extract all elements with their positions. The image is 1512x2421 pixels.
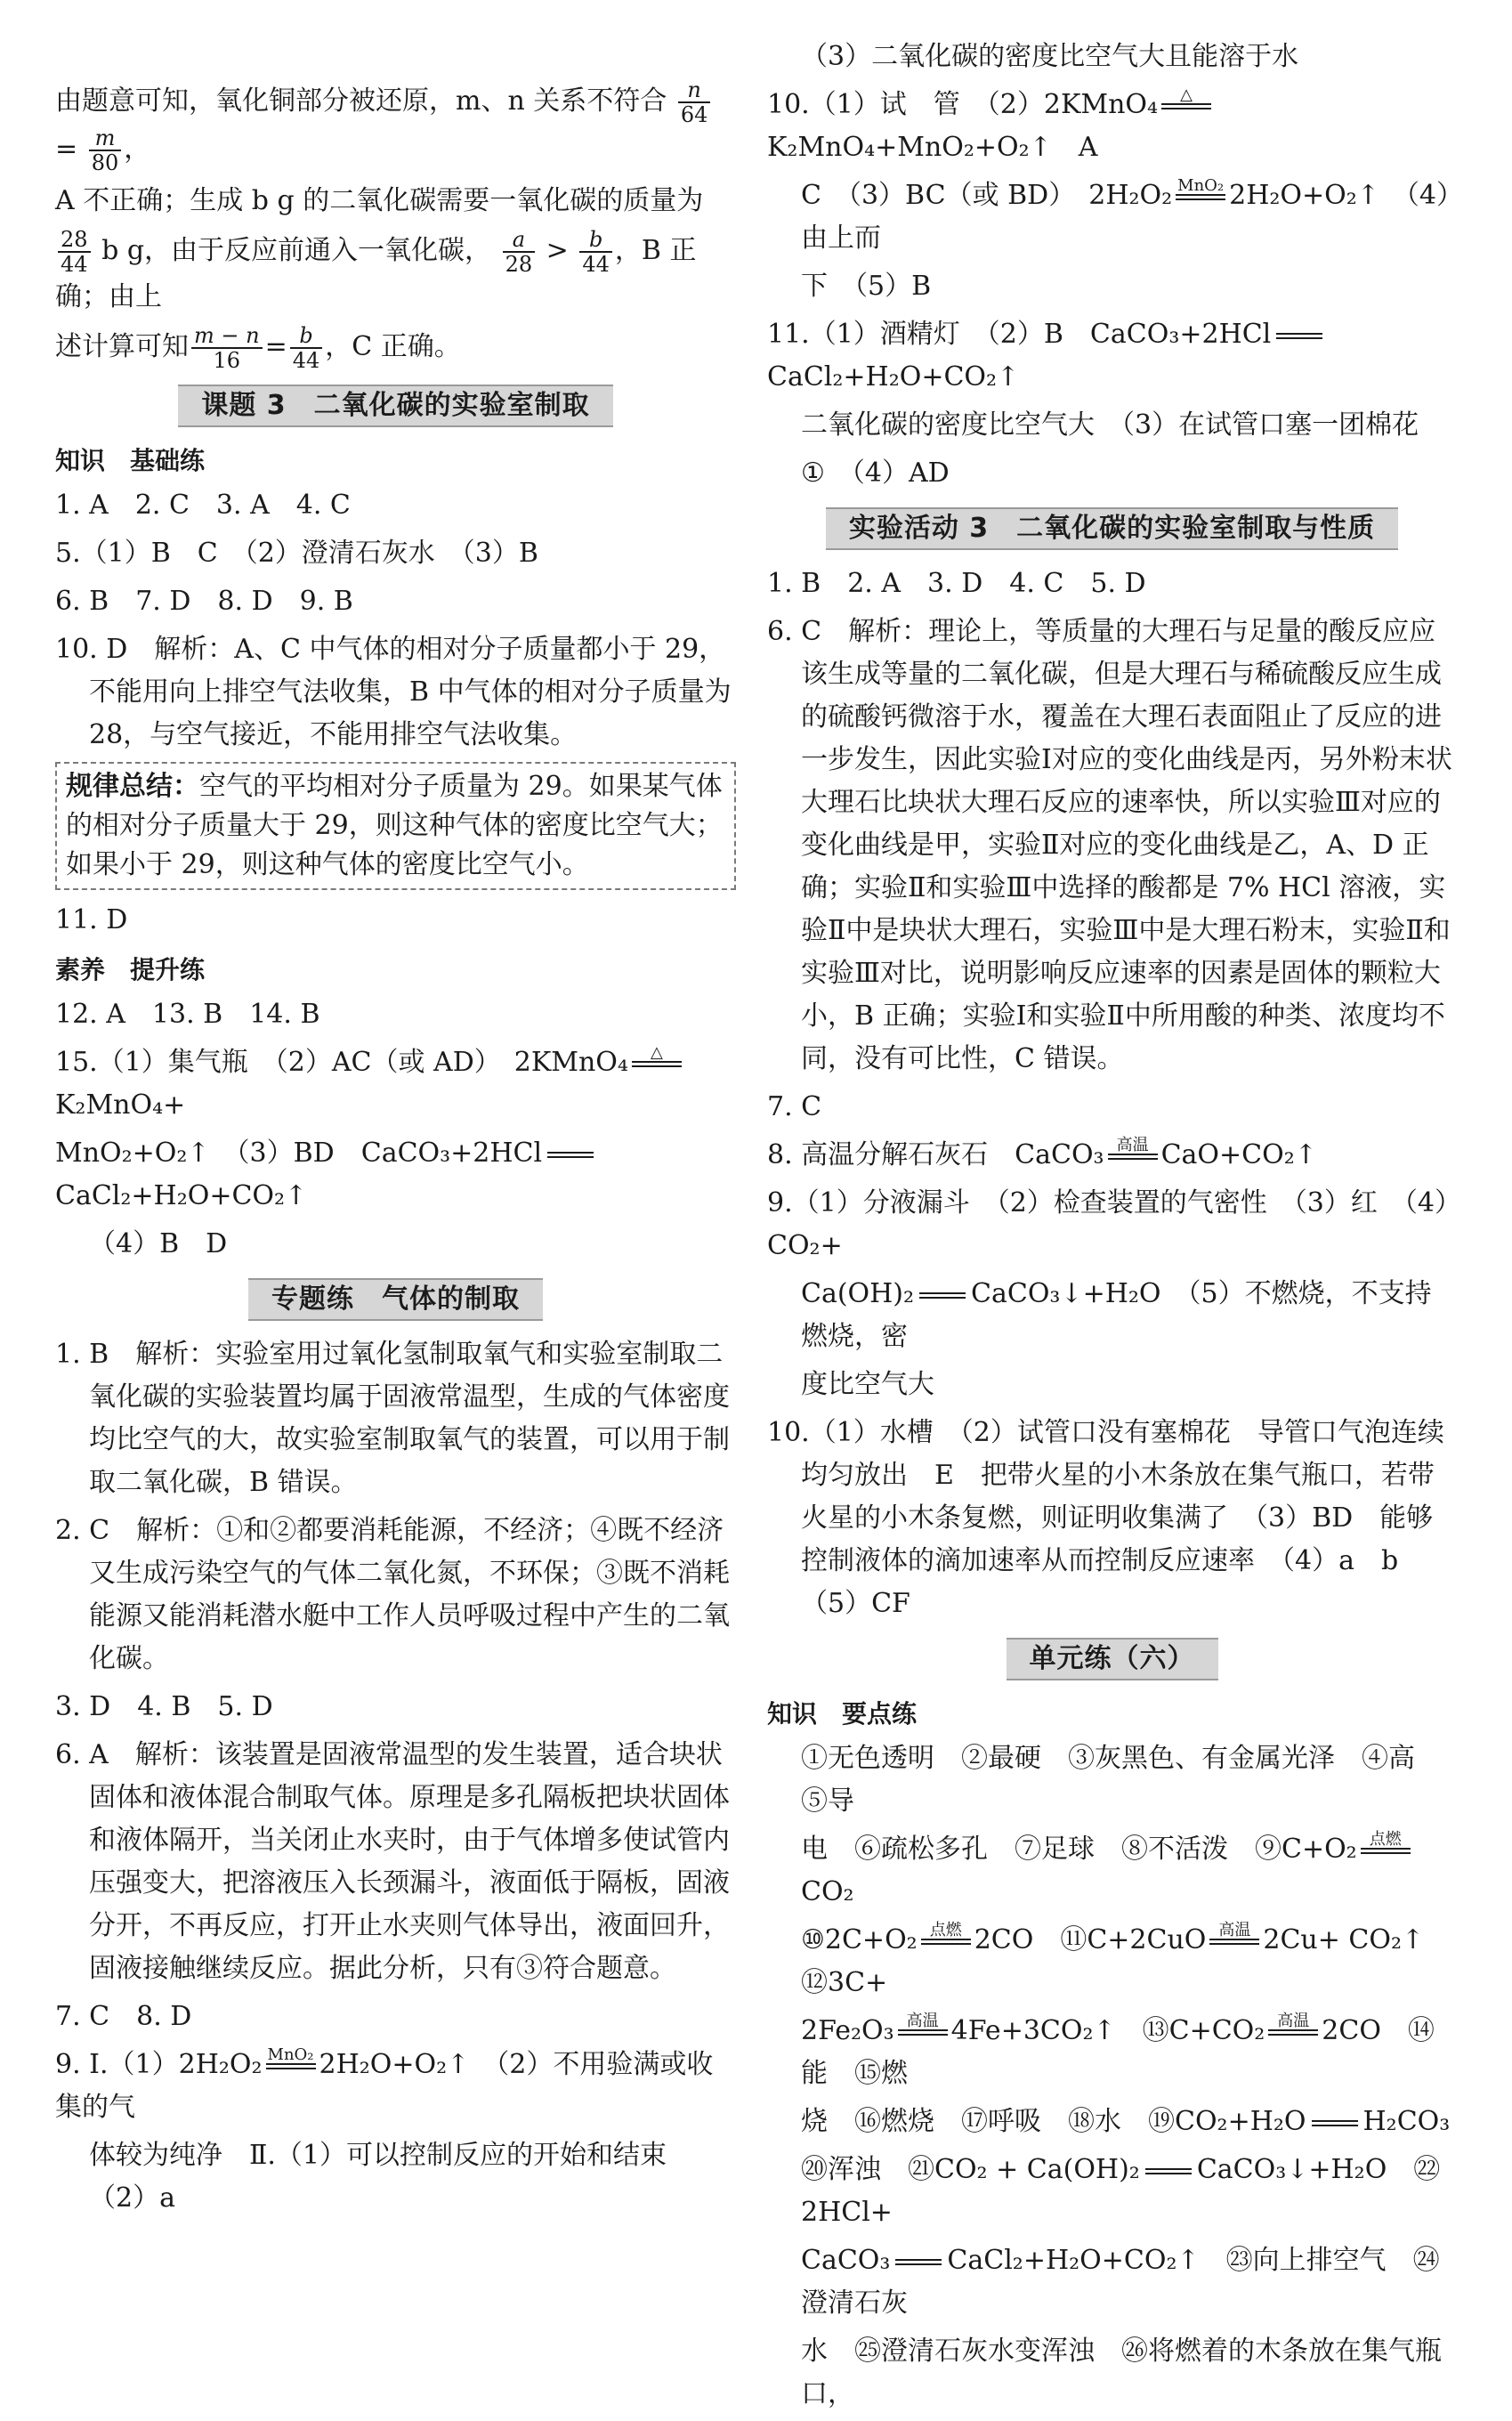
- text: ，C 正确。: [325, 331, 461, 362]
- condition-label: 高温: [1218, 1920, 1251, 1939]
- section-title: 单元练（六）: [1007, 1638, 1218, 1680]
- reaction-condition-ignite: [1361, 1829, 1411, 1870]
- condition-label: 高温: [1116, 1135, 1149, 1154]
- text: 9. Ⅰ.（1）2H₂O₂: [55, 2049, 263, 2080]
- text: CaO+CO₂↑: [1160, 1139, 1317, 1170]
- exp-answer-7: 7. C: [767, 1091, 822, 1122]
- reaction-condition-high-temp: [1209, 1920, 1259, 1961]
- condition-label: 高温: [906, 2011, 939, 2030]
- text: 2Cu+ CO₂↑ ⑫3C+: [801, 1924, 1451, 1998]
- text: 2H₂O+O₂↑ （4）由上而: [801, 180, 1450, 254]
- answer-15-line-2: [55, 1132, 736, 1218]
- answer-10: 10. D 解析：A、C 中气体的相对分子质量都小于 29，不能用向上排空气法收集，B 中气体的相对分子质量为 28，与空气接近，不能用排空气法收集。: [55, 634, 732, 750]
- denominator: 80: [91, 150, 119, 175]
- numerator: m: [89, 126, 122, 151]
- exp-answer-10: 10.（1）水槽 （2）试管口没有塞棉花 导管口气泡连续均匀放出 E 把带火星的小木条放在集气瓶口，若带火星的小木条复燃，则证明收集满了 （3）BD 能够控制液体的滴加速率从而控制反应速率 （4）a b （5）CF: [767, 1417, 1444, 1619]
- condition-label: △: [651, 1042, 663, 1062]
- topic-answer-9-line-1: [55, 2044, 736, 2129]
- equals-sign: =: [55, 134, 78, 165]
- right-column: [767, 36, 1457, 2421]
- condition-label: 点燃: [1369, 1829, 1402, 1849]
- intro-line-1: [55, 78, 736, 174]
- text: CaCl₂+H₂O+CO₂↑: [55, 1180, 308, 1211]
- text: 4Fe+3CO₂↑ ⑬C+CO₂: [950, 2015, 1265, 2046]
- answer-11: 11. D: [55, 904, 128, 935]
- subheader-key-points: 知识 要点练: [767, 1699, 918, 1729]
- text: 烧 ⑯燃烧 ⑰呼吸 ⑱水 ⑲CO₂+H₂O: [801, 2106, 1306, 2137]
- text: CaCl₂+H₂O+CO₂↑ ㉓向上排空气 ㉔澄清石灰: [801, 2245, 1440, 2319]
- intro-line-2: A 不正确；生成 b g 的二氧化碳需要一氧化碳的质量为: [55, 185, 704, 216]
- subheader-improvement-practice: 素养 提升练: [55, 955, 206, 984]
- text: 2H₂O+O₂↑ （2）不用验满或收集的气: [55, 2049, 714, 2123]
- text: ，: [124, 134, 151, 165]
- answer-11-line-2: 二氧化碳的密度比空气大 （3）在试管口塞一团棉花: [801, 409, 1419, 441]
- text: Ca(OH)₂: [801, 1278, 915, 1309]
- text: CaCO₃↓+H₂O ㉒2HCl+: [801, 2154, 1441, 2228]
- fraction-mn-16: [191, 324, 263, 372]
- reaction-condition-ignite: [921, 1920, 971, 1961]
- text: MnO₂+O₂↑ （3）BD CaCO₃+2HCl: [55, 1138, 543, 1169]
- condition-label: MnO₂: [1177, 175, 1225, 195]
- double-line: [1145, 2168, 1192, 2174]
- greater-than-sign: >: [546, 235, 569, 266]
- text: K₂MnO₄+MnO₂+O₂↑ A: [767, 132, 1098, 163]
- numerator: n: [678, 78, 711, 103]
- topic-answer-2: 2. C 解析：①和②都要消耗能源，不经济；④既不经济又生成污染空气的气体二氧化氮，不环保；③既不消耗能源又能消耗潜水艇中工作人员呼吸过程中产生的二氧化碳。: [55, 1515, 730, 1674]
- numerator: m − n: [191, 324, 263, 349]
- double-line: [547, 1152, 594, 1158]
- exp-answer-1-5: 1. B 2. A 3. D 4. C 5. D: [767, 568, 1146, 599]
- double-line: [1276, 333, 1322, 339]
- text: 11.（1）酒精灯 （2）B CaCO₃+2HCl: [767, 319, 1272, 350]
- text: ⑩2C+O₂: [801, 1924, 918, 1955]
- condition-label: 点燃: [929, 1920, 962, 1939]
- key-points-line-2: [767, 1828, 1457, 1914]
- exp-answer-9-line-3: 度比空气大: [801, 1369, 934, 1400]
- fraction-n-64: [678, 78, 711, 126]
- reaction-condition-catalyst: [1176, 175, 1225, 216]
- reaction-condition-high-temp: [898, 2013, 948, 2052]
- text: ，B 正确；由上: [55, 235, 697, 312]
- section-title: 专题练 气体的制取: [248, 1278, 543, 1321]
- fraction-m-80: [89, 126, 122, 174]
- key-points-line-4: [767, 2010, 1457, 2095]
- text: 10.（1）试 管 （2）2KMnO₄: [767, 89, 1159, 120]
- answer-15-line-3: （4）B D: [89, 1228, 228, 1259]
- answer-10-line-2: [767, 174, 1457, 260]
- answer-6-9: 6. B 7. D 8. D 9. B: [55, 586, 353, 617]
- answer-9-continued: （3）二氧化碳的密度比空气大且能溶于水: [801, 41, 1299, 72]
- reaction-condition-high-temp: [1268, 2013, 1318, 2052]
- key-points-line-6: [767, 2149, 1457, 2234]
- text: C （3）BC（或 BD） 2H₂O₂: [801, 180, 1173, 211]
- text: H₂CO₃: [1362, 2106, 1451, 2137]
- topic-answer-3-5: 3. D 4. B 5. D: [55, 1691, 273, 1722]
- reaction-condition-catalyst: [266, 2044, 316, 2085]
- topic-answer-7-8: 7. C 8. D: [55, 2001, 192, 2032]
- key-points-line-5: [767, 2101, 1457, 2143]
- denominator: 44: [61, 252, 88, 277]
- denominator: 16: [213, 348, 241, 373]
- section-header-lesson-3: [55, 385, 736, 427]
- topic-answer-9-line-2: 体较为纯净 Ⅱ.（1）可以控制反应的开始和结束 （2）a: [89, 2140, 694, 2214]
- text: CaCl₂+H₂O+CO₂↑: [767, 361, 1020, 393]
- condition-label: 高温: [1277, 2011, 1310, 2030]
- answer-11-line-1: [767, 313, 1457, 399]
- equals-sign: =: [264, 331, 287, 362]
- numerator: b: [579, 228, 612, 253]
- numerator: b: [290, 324, 323, 349]
- section-title: 实验活动 3 二氧化碳的实验室制取与性质: [826, 507, 1398, 550]
- topic-answer-6: 6. A 解析：该装置是固液常温型的发生装置，适合块状固体和液体混合制取气体。原理是多孔隔板把块状固体和液体隔开，当关闭止水夹时，由于气体增多使试管内压强变大，把溶液压入长颈漏斗，液面低于隔板，固液分开，不再反应，打开止水夹则气体导出，液面回升，固液接触继续反应。据此分析，只有③符合题意。: [55, 1739, 730, 1984]
- text: 15.（1）集气瓶 （2）AC（或 AD） 2KMnO₄: [55, 1047, 628, 1078]
- key-points-line-7: [767, 2239, 1457, 2325]
- denominator: 64: [680, 102, 708, 127]
- denominator: 44: [292, 348, 320, 373]
- text: CaCO₃↓+H₂O （5）不燃烧，不支持燃烧，密: [801, 1278, 1432, 1352]
- subheader-basic-practice: 知识 基础练: [55, 446, 206, 475]
- text: CO₂: [801, 1876, 854, 1907]
- key-points-line-1: ①无色透明 ②最硬 ③灰黑色、有金属光泽 ④高 ⑤导: [801, 1743, 1442, 1817]
- fraction-28-44: [58, 228, 91, 276]
- exp-answer-9-line-2: [767, 1273, 1457, 1358]
- numerator: 28: [58, 228, 91, 253]
- intro-line-3: [55, 228, 736, 319]
- left-column: [55, 78, 736, 2225]
- numerator: a: [503, 228, 536, 253]
- answer-5: 5.（1）B C （2）澄清石灰水 （3）B: [55, 538, 538, 569]
- answer-11-line-3: ① （4）AD: [801, 457, 950, 489]
- fraction-b-44: [579, 228, 612, 276]
- exp-answer-9-line-1: 9.（1）分液漏斗 （2）检查装置的气密性 （3）红 （4）CO₂+: [767, 1187, 1448, 1261]
- text: 由题意可知，氧化铜部分被还原，m、n 关系不符合: [55, 85, 667, 117]
- section-header-unit-6: [767, 1638, 1457, 1680]
- answer-10-line-1: [767, 84, 1457, 169]
- fraction-a-28: [503, 228, 536, 276]
- text: 电 ⑥疏松多孔 ⑦足球 ⑧不活泼 ⑨C+O₂: [801, 1834, 1357, 1865]
- denominator: 44: [582, 252, 610, 277]
- reaction-condition-heat: [1161, 87, 1211, 126]
- text: 8. 高温分解石灰石 CaCO₃: [767, 1139, 1104, 1170]
- rule-summary-text: 空气的平均相对分子质量为 29。如果某气体的相对分子质量大于 29，则这种气体的密度比空气大；如果小于 29，则这种气体的密度比空气小。: [66, 771, 723, 880]
- intro-line-4: [55, 324, 736, 372]
- answer-15-line-1: [55, 1041, 736, 1127]
- reaction-condition-high-temp: [1108, 1135, 1158, 1176]
- section-header-experiment-3: [767, 507, 1457, 550]
- denominator: 28: [505, 252, 533, 277]
- key-points-line-3: [767, 1919, 1457, 2004]
- exp-answer-6: 6. C 解析：理论上，等质量的大理石与足量的酸反应应该生成等量的二氧化碳，但是大理石与稀硫酸反应生成的硫酸钙微溶于水，覆盖在大理石表面阻止了反应的进一步发生，因此实验Ⅰ对应的变化曲线是丙，另外粉末状大理石比块状大理石反应的速率快，所以实验Ⅲ对应的变化曲线是甲，实验Ⅱ对应的变化曲线是乙，A、D 正确；实验Ⅱ和实验Ⅲ中选择的酸都是 7% HCl 溶液，实验Ⅱ中是块状大理石，实验Ⅲ中是大理石粉末，实验Ⅱ和实验Ⅲ对比，说明影响反应速率的因素是固体的颗粒大小，B 正确；实验Ⅰ和实验Ⅱ中所用酸的种类、浓度均不同，没有可比性，C 错误。: [767, 616, 1452, 1074]
- text: 2CO ⑭能 ⑮燃: [801, 2015, 1435, 2089]
- condition-label: △: [1180, 85, 1193, 104]
- exp-answer-8: [767, 1134, 1457, 1177]
- double-line: [895, 2259, 942, 2265]
- text: 2Fe₂O₃: [801, 2015, 894, 2046]
- fraction-b-44-2: [290, 324, 323, 372]
- double-line: [1312, 2120, 1358, 2126]
- rule-summary-label: 规律总结：: [66, 771, 199, 802]
- answer-10-line-3: 下 （5）B: [801, 271, 932, 302]
- text: 述计算可知: [55, 331, 189, 362]
- section-header-gas-preparation: [55, 1278, 736, 1321]
- condition-label: MnO₂: [267, 2044, 314, 2064]
- text: 2CO ⑪C+2CuO: [974, 1924, 1207, 1955]
- double-line: [919, 1292, 966, 1299]
- answer-12-14: 12. A 13. B 14. B: [55, 999, 320, 1030]
- reaction-condition-heat: [632, 1042, 682, 1083]
- key-points-line-8: 水 ㉕澄清石灰水变浑浊 ㉖将燃着的木条放在集气瓶口，: [801, 2336, 1442, 2409]
- rule-summary-box: [55, 762, 736, 890]
- topic-answer-1: 1. B 解析：实验室用过氧化氢制取氧气和实验室制取二氧化碳的实验装置均属于固液常温型，生成的气体密度均比空气的大，故实验室制取氧气的装置，可以用于制取二氧化碳，B 错误。: [55, 1339, 730, 1498]
- text: ⑳浑浊 ㉑CO₂ + Ca(OH)₂: [801, 2154, 1140, 2185]
- text: K₂MnO₄+: [55, 1089, 186, 1121]
- text: CaCO₃: [801, 2245, 891, 2276]
- answer-1-4: 1. A 2. C 3. A 4. C: [55, 490, 351, 521]
- text: b g，由于反应前通入一氧化碳，: [93, 235, 492, 266]
- section-title: 课题 3 二氧化碳的实验室制取: [178, 385, 612, 427]
